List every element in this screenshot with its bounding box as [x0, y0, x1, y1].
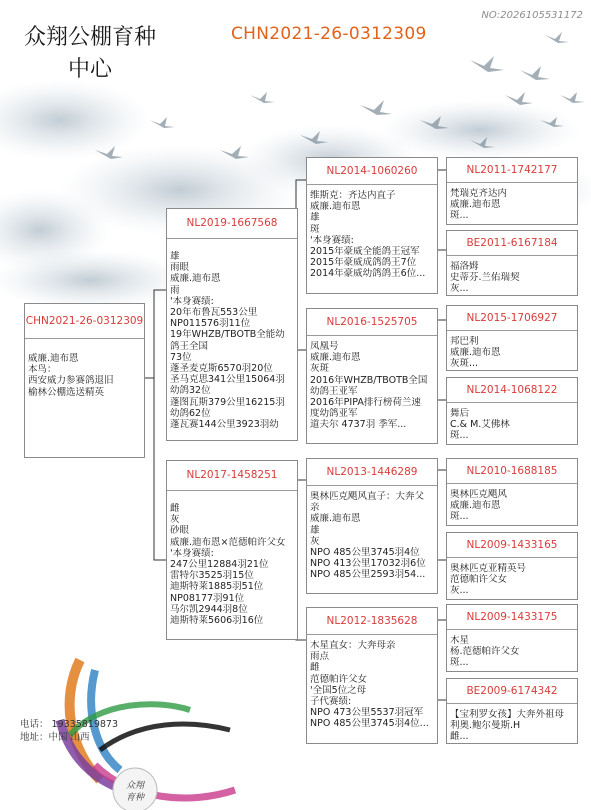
dam-line: 迪斯特莱1885羽51位: [170, 581, 264, 593]
great-grandparent-box-3[interactable]: [446, 305, 578, 371]
sire-line: 幼鸽62位: [170, 407, 211, 419]
great-grandparent-line: 杨.范德帕许父女: [450, 646, 520, 658]
sire-line: 鸽王全国: [170, 340, 209, 352]
great-grandparent-ring-1: NL2011-1742177: [447, 158, 577, 183]
great-grandparent-line: 斑...: [450, 511, 469, 523]
logo-text-line2: 育种: [125, 793, 145, 803]
subject-line: 本鸟：: [28, 364, 57, 376]
contact-info: [20, 718, 118, 744]
sire-dam-line: 2016年WHZB/TBOTB全国: [310, 374, 428, 386]
sire-sire-line: 2015年豪威全能鸽王冠军: [310, 246, 420, 258]
great-grandparent-line: 斑...: [450, 657, 469, 669]
sire-line: 19年WHZB/TBOTB全能幼: [170, 329, 285, 341]
great-grandparent-box-5[interactable]: [446, 458, 578, 526]
great-grandparent-ring-6: NL2009-1433165: [447, 533, 577, 558]
sire-ring: NL2019-1667568: [167, 209, 297, 239]
dam-line: NP08177羽91位: [170, 592, 245, 604]
great-grandparent-line: 木星: [450, 635, 470, 646]
dam-box[interactable]: [166, 460, 298, 640]
dam-line: '本身赛绩:: [170, 547, 214, 559]
great-grandparent-line: 梵瑞克齐达内: [450, 188, 508, 199]
dam-dam-line: NPO 473公里5537羽冠军: [310, 707, 424, 719]
dam-sire-line: 灰: [310, 535, 320, 547]
dam-sire-line: 威廉.迪布恩: [310, 513, 361, 525]
sire-sire-line: 2015年豪威成鸽鸽王7位: [310, 257, 417, 269]
dam-line: 灰: [170, 514, 180, 526]
sire-sire-line: 威廉.迪布恩: [310, 201, 361, 213]
dam-line: 迪斯特莱5606羽16位: [170, 615, 264, 627]
great-grandparent-ring-4: NL2014-1068122: [447, 378, 577, 403]
sire-line: 20年布鲁瓦553公里: [170, 307, 258, 319]
sire-sire-box[interactable]: [306, 157, 438, 294]
dam-line: 砂眼: [170, 525, 190, 537]
contact-phone: 电话： 19335819873: [20, 719, 119, 730]
great-grandparent-line: 斑...: [450, 210, 469, 222]
sire-dam-line: 灰斑: [310, 363, 330, 375]
sire-dam-line: 凤凰号: [310, 341, 339, 352]
great-grandparent-line: 利奥.鲍尔曼斯.H: [450, 720, 521, 732]
dam-sire-line: 亲: [310, 502, 320, 514]
great-grandparent-line: 范德帕许父女: [450, 574, 508, 586]
dam-dam-line: 雨点: [310, 651, 330, 663]
great-grandparent-line: 灰斑...: [450, 358, 479, 370]
dam-line: 马尔凯2944羽8位: [170, 603, 248, 615]
great-grandparent-line: 威廉.迪布恩: [450, 347, 501, 359]
sire-line: 蓬圣麦克斯6570羽20位: [170, 363, 273, 375]
sire-sire-line: '本身赛绩:: [310, 234, 354, 246]
org-title-line2: 中心: [67, 57, 112, 82]
sire-box[interactable]: [166, 208, 298, 441]
dam-sire-line: NPO 485公里2593羽54...: [310, 569, 426, 581]
sire-dam-line: 幼鸽王亚军: [310, 385, 358, 397]
sire-dam-box[interactable]: [306, 308, 438, 444]
dam-dam-line: 范德帕许父女: [310, 673, 368, 685]
great-grandparent-box-7[interactable]: [446, 604, 578, 672]
subject-ring: CHN2021-26-0312309: [25, 304, 144, 339]
great-grandparent-line: 舞后: [450, 408, 470, 419]
dam-line: 雌: [170, 503, 180, 514]
great-grandparent-line: 奥林匹克飓风: [450, 489, 508, 500]
dam-sire-box[interactable]: [306, 458, 438, 594]
sire-line: 雨眼: [170, 262, 190, 274]
dam-sire-line: NPO 485公里3745羽4位: [310, 547, 420, 559]
sire-line: 蓬图瓦斯379公里16215羽: [170, 396, 285, 408]
sire-dam-ring: NL2016-1525705: [307, 309, 437, 336]
contact-address: 地址：中国 山西: [20, 732, 90, 743]
dam-line: 威廉.迪布恩×范德帕许父女: [170, 536, 286, 548]
sire-dam-line: 威廉.迪布恩: [310, 352, 361, 364]
sire-dam-line: 度幼鸽亚军: [310, 408, 358, 420]
great-grandparent-box-2[interactable]: [446, 230, 578, 296]
dam-dam-line: 子代赛绩:: [310, 696, 352, 708]
subject-line: 西安威力参赛鸽退旧: [28, 375, 114, 387]
great-grandparent-line: 威廉.迪布恩: [450, 199, 501, 211]
sire-line: '本身赛绩:: [170, 295, 214, 307]
sire-line: NP011576羽11位: [170, 318, 251, 330]
great-grandparent-line: 威廉.迪布恩: [450, 500, 501, 512]
great-grandparent-ring-8: BE2009-6174342: [447, 679, 577, 704]
sire-line: 雄: [170, 251, 180, 262]
dam-sire-line: 奥林匹克飓风直子：大奔父: [310, 491, 425, 502]
subject-line: 威廉.迪布恩: [28, 353, 79, 364]
great-grandparent-ring-5: NL2010-1688185: [447, 459, 577, 484]
subject-ring-number: CHN2021-26-0312309: [231, 24, 427, 44]
sire-dam-line: 2016年PIPA排行榜荷兰速: [310, 397, 421, 409]
subject-line: 榆林公棚选送精英: [28, 386, 105, 398]
great-grandparent-line: 灰...: [450, 585, 469, 597]
great-grandparent-line: 史蒂芬.兰佑瑞契: [450, 272, 520, 284]
great-grandparent-box-4[interactable]: [446, 377, 578, 445]
great-grandparent-line: 福洛姆: [450, 261, 479, 272]
dam-sire-ring: NL2013-1446289: [307, 459, 437, 486]
sire-sire-ring: NL2014-1060260: [307, 158, 437, 185]
dam-dam-box[interactable]: [306, 607, 438, 744]
sire-sire-line: 斑: [310, 223, 320, 235]
org-title: [10, 22, 170, 86]
dam-dam-ring: NL2012-1835628: [307, 608, 437, 635]
great-grandparent-line: 【宝利罗女孩】大奔外祖母: [450, 709, 565, 720]
subject-box[interactable]: [24, 303, 145, 458]
dam-dam-line: 木星直女：大奔母亲: [310, 640, 396, 651]
great-grandparent-ring-2: BE2011-6167184: [447, 231, 577, 256]
document-number: NO:2026105531172: [481, 10, 583, 21]
dam-dam-line: '全国5位之母: [310, 684, 367, 696]
great-grandparent-ring-3: NL2015-1706927: [447, 306, 577, 331]
sire-line: 威廉.迪布恩: [170, 273, 221, 285]
great-grandparent-box-6[interactable]: [446, 532, 578, 600]
dam-line: 雷特尔3525羽15位: [170, 570, 254, 582]
sire-sire-line: 雄: [310, 212, 320, 224]
great-grandparent-box-8[interactable]: [446, 678, 578, 744]
great-grandparent-line: 灰...: [450, 283, 469, 295]
dam-sire-line: 雄: [310, 524, 320, 536]
great-grandparent-ring-7: NL2009-1433175: [447, 605, 577, 630]
sire-sire-line: 维斯克：齐达内直子: [310, 190, 396, 201]
sire-sire-line: 2014年豪威幼鸽鸽王6位...: [310, 268, 426, 280]
sire-line: 73位: [170, 351, 192, 363]
sire-line: 蓬瓦赛144公里3923羽幼: [170, 419, 279, 431]
great-grandparent-line: 邦巴利: [450, 336, 479, 347]
sire-line: 幼鸽32位: [170, 385, 211, 397]
dam-sire-line: NPO 413公里17032羽6位: [310, 558, 426, 570]
dam-ring: NL2017-1458251: [167, 461, 297, 491]
dam-dam-line: 雌: [310, 662, 320, 674]
great-grandparent-line: 斑...: [450, 430, 469, 442]
sire-line: 圣马克思341公里15064羽: [170, 374, 285, 386]
great-grandparent-line: 奥林匹克亚精英号: [450, 563, 527, 574]
dam-line: 247公里12884羽21位: [170, 559, 269, 571]
logo-text-line1: 众翔: [125, 781, 145, 791]
sire-line: 雨: [170, 284, 180, 296]
dam-dam-line: NPO 485公里3745羽4位...: [310, 718, 429, 730]
sire-dam-line: 道夫尔 4737羽 季军...: [310, 419, 407, 431]
great-grandparent-box-1[interactable]: [446, 157, 578, 225]
great-grandparent-line: 雌...: [450, 731, 469, 743]
great-grandparent-line: C.& M.艾佛林: [450, 419, 510, 431]
org-title-line1: 众翔公棚育种: [23, 25, 156, 50]
